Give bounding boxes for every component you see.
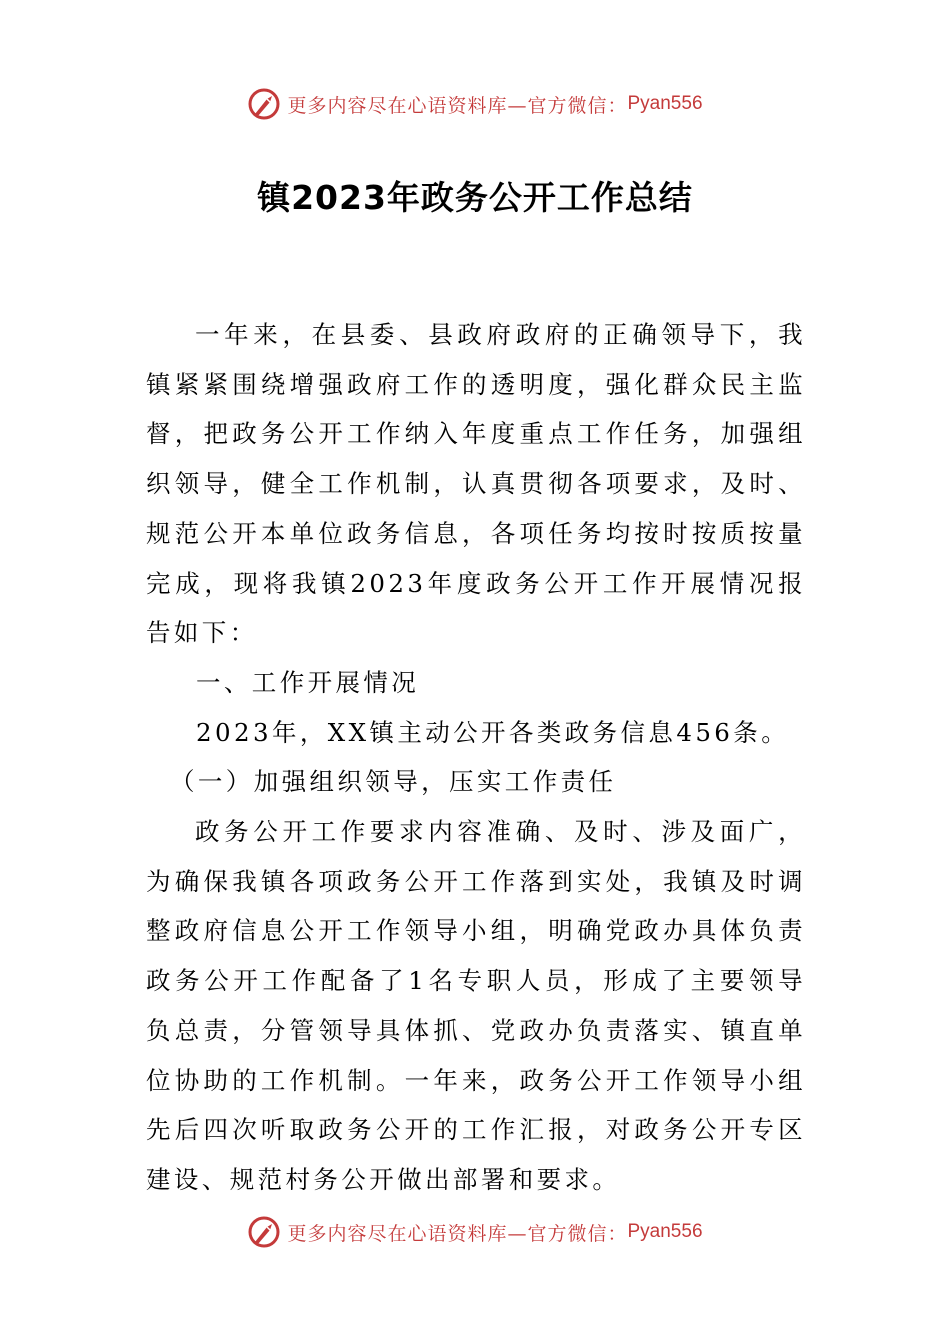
header-watermark-banner — [0, 84, 950, 124]
pen-nib-circle-icon — [247, 87, 281, 121]
document-body — [146, 310, 806, 1205]
banner-text: 更多内容尽在心语资料库—官方微信： — [287, 1222, 628, 1245]
pen-nib-circle-icon — [247, 1215, 281, 1249]
subsection-heading: （一）加强组织领导，压实工作责任 — [170, 767, 617, 797]
footer-watermark-banner — [0, 1212, 950, 1252]
intro-paragraph: 一年来，在县委、县政府政府的正确领导下，我镇紧紧围绕增强政府工作的透明度，强化群众民主监督，把政务公开工作纳入年度重点工作任务，加强组织领导，健全工作机制，认真贯彻各项要求，及时、规范公开本单位政务信息，各项任务均按时按质按量完成，现将我镇2023年度政务公开工作开展情况报告如下： — [146, 320, 806, 648]
section-heading: 一、工作开展情况 — [196, 667, 420, 697]
banner-wechat-id: Pyan556 — [627, 93, 703, 114]
document-title: 镇2023年政务公开工作总结 — [257, 178, 693, 217]
body-paragraph: 政务公开工作要求内容准确、及时、涉及面广，为确保我镇各项政务公开工作落到实处，我镇及时调整政府信息公开工作领导小组，明确党政办具体负责政务公开工作配备了1名专职人员，形成了主要领导负总责，分管领导具体抓、党政办负责落实、镇直单位协助的工作机制。一年来，政务公开工作领导小组先后四次听取政务公开的工作汇报，对政务公开专区建设、规范村务公开做出部署和要求。 — [146, 817, 806, 1194]
stat-paragraph: 2023年，XX镇主动公开各类政务信息456条。 — [196, 717, 790, 747]
banner-text: 更多内容尽在心语资料库—官方微信： — [287, 94, 628, 117]
banner-wechat-id: Pyan556 — [627, 1221, 703, 1242]
